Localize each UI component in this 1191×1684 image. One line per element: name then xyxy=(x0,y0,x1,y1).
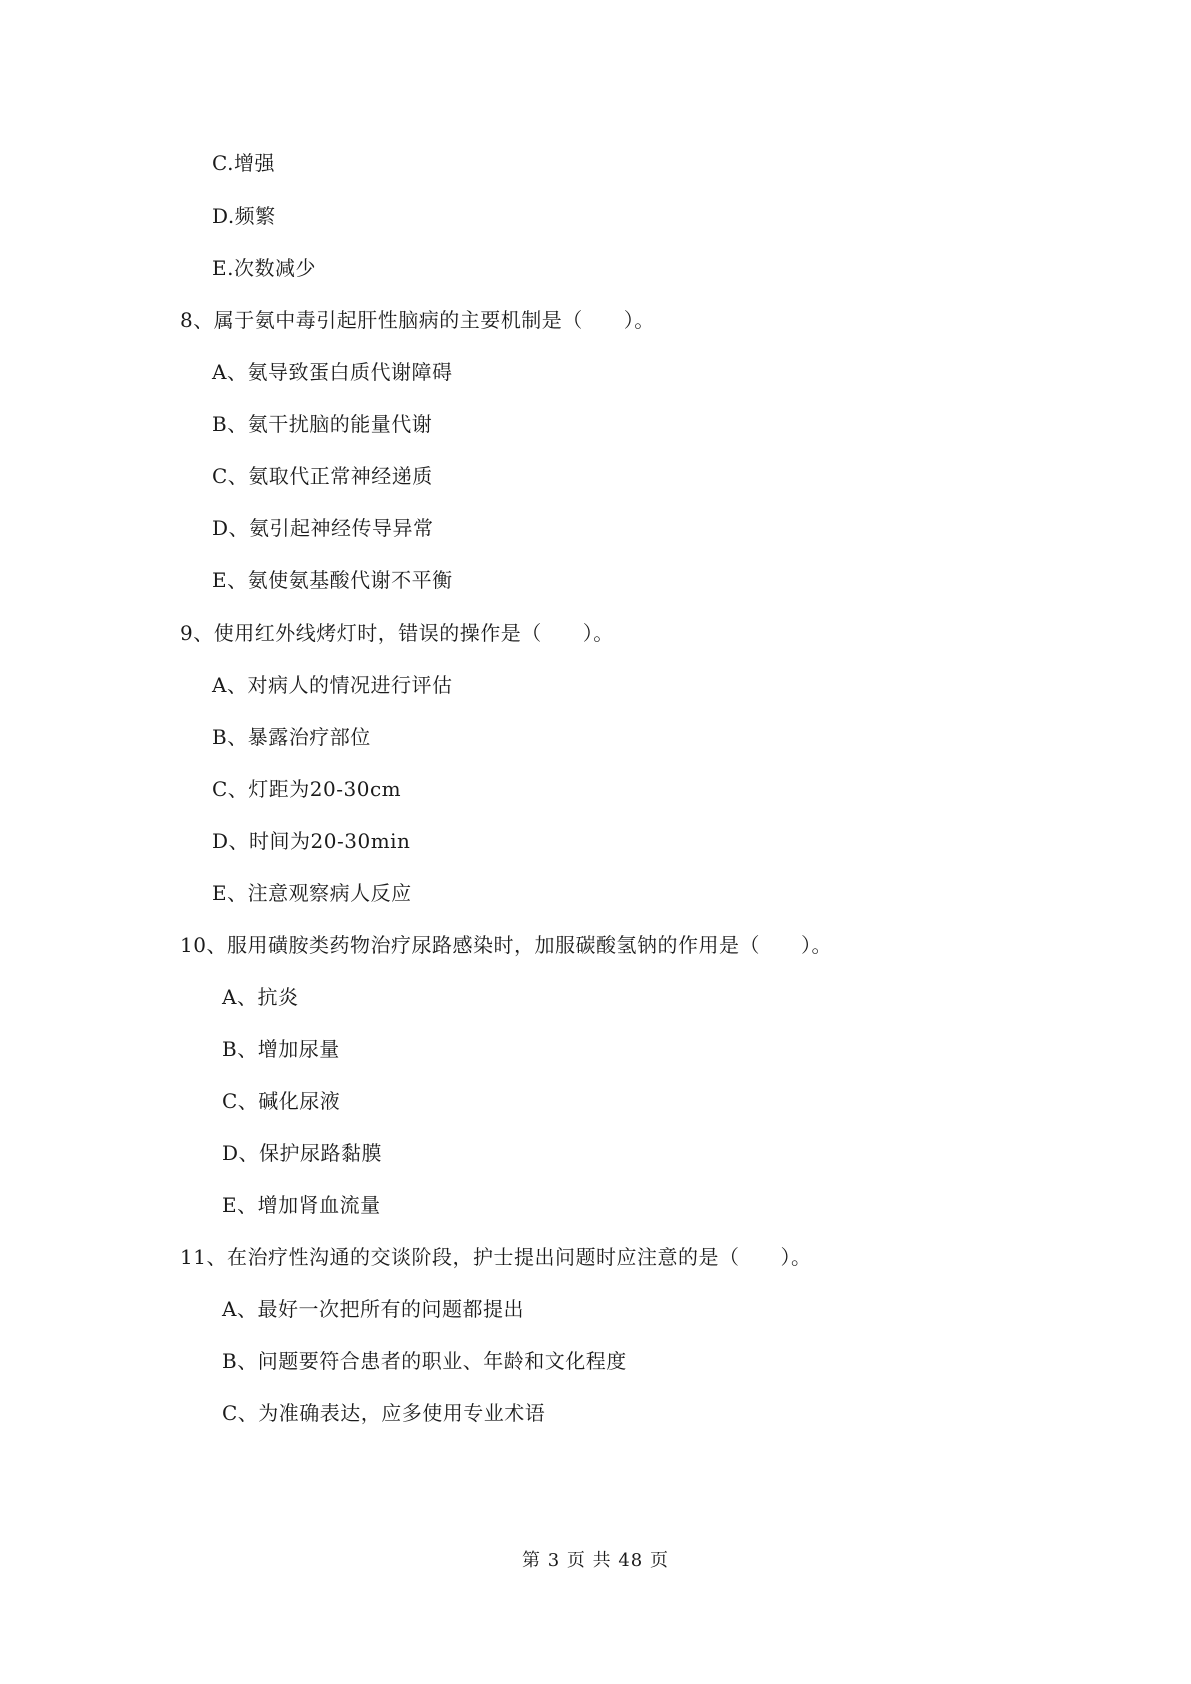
option-q8-e: E、氨使氨基酸代谢不平衡 xyxy=(212,568,453,592)
option-q7-c: C.增强 xyxy=(212,151,275,175)
option-q8-b: B、氨干扰脑的能量代谢 xyxy=(212,412,433,436)
option-q9-a: A、对病人的情况进行评估 xyxy=(212,673,453,697)
question-10-stem: 10、服用磺胺类药物治疗尿路感染时，加服碳酸氢钠的作用是（ ）。 xyxy=(180,933,832,957)
option-q7-e: E.次数减少 xyxy=(212,256,316,280)
option-q10-c: C、碱化尿液 xyxy=(222,1089,341,1113)
option-q11-b: B、问题要符合患者的职业、年龄和文化程度 xyxy=(222,1349,627,1373)
option-q10-d: D、保护尿路黏膜 xyxy=(222,1141,383,1165)
question-8-stem: 8、属于氨中毒引起肝性脑病的主要机制是（ ）。 xyxy=(180,308,655,332)
option-q7-d: D.频繁 xyxy=(212,204,276,228)
page-footer: 第 3 页 共 48 页 xyxy=(522,1550,669,1571)
option-q11-c: C、为准确表达，应多使用专业术语 xyxy=(222,1401,546,1425)
option-q8-d: D、氨引起神经传导异常 xyxy=(212,516,434,540)
option-q9-b: B、暴露治疗部位 xyxy=(212,725,371,749)
option-q10-a: A、抗炎 xyxy=(222,985,299,1009)
option-q9-d: D、时间为20-30min xyxy=(212,829,411,853)
option-q10-e: E、增加肾血流量 xyxy=(222,1193,381,1217)
option-q9-e: E、注意观察病人反应 xyxy=(212,881,412,905)
option-q9-c: C、灯距为20-30cm xyxy=(212,777,402,801)
option-q10-b: B、增加尿量 xyxy=(222,1037,340,1061)
option-q8-c: C、氨取代正常神经递质 xyxy=(212,464,433,488)
question-9-stem: 9、使用红外线烤灯时，错误的操作是（ ）。 xyxy=(180,621,614,645)
option-q8-a: A、氨导致蛋白质代谢障碍 xyxy=(212,360,453,384)
question-11-stem: 11、在治疗性沟通的交谈阶段，护士提出问题时应注意的是（ ）。 xyxy=(180,1245,812,1269)
option-q11-a: A、最好一次把所有的问题都提出 xyxy=(222,1297,524,1321)
